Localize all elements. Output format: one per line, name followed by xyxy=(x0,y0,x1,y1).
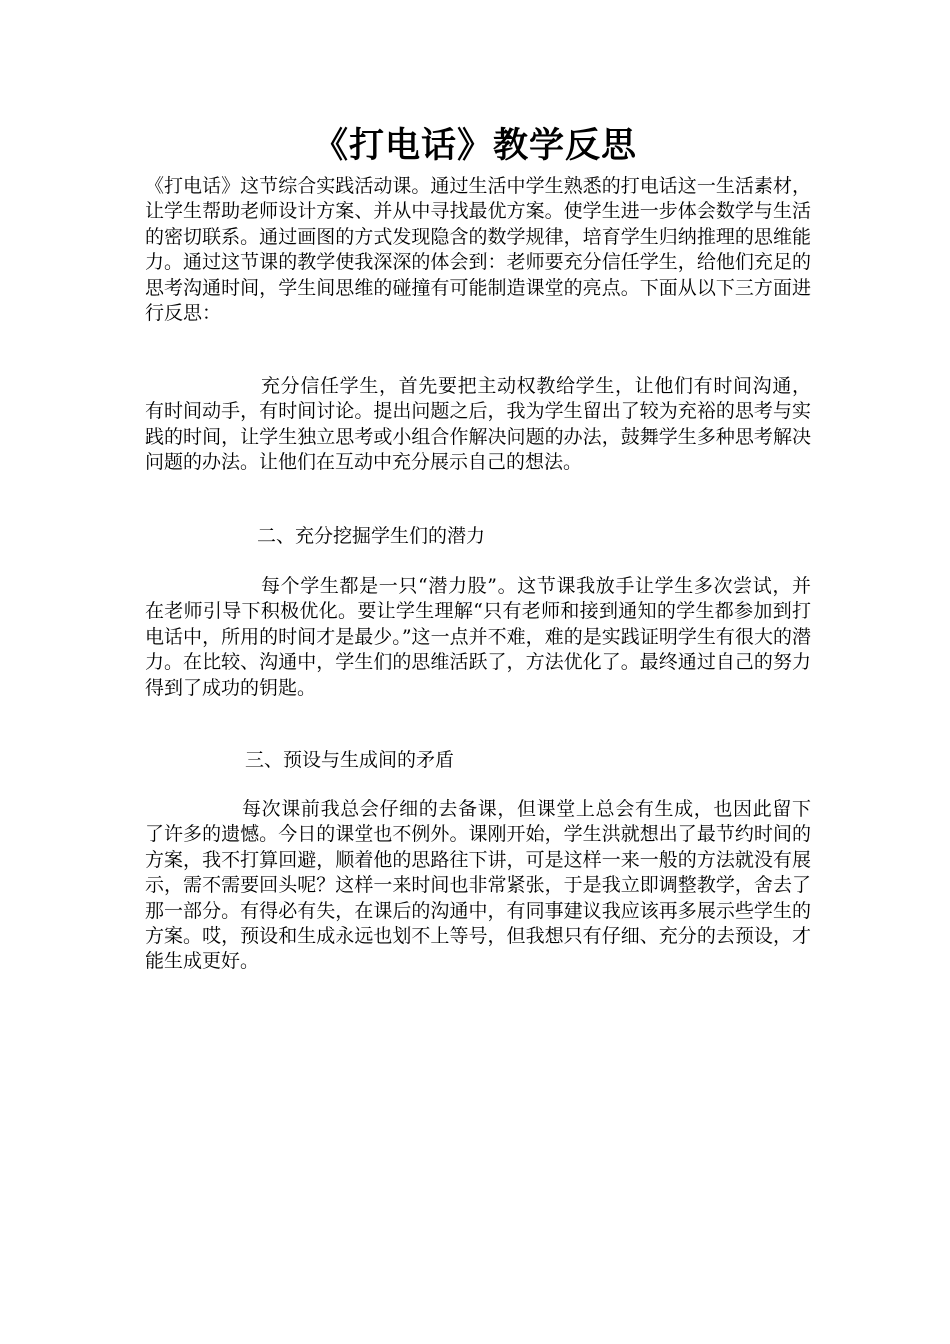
section3-heading: 三、预设与生成间的矛盾 xyxy=(245,749,455,771)
section2-body: 每个学生都是一只“潜力股”。这节课我放手让学生多次尝试，并在老师引导下积极优化。要让学生理解“只有老师和接到通知的学生都参加到打电话中，所用的时间才是最少。”这一点并不难，难的是实践证明学生有很大的潜力。在比较、沟通中，学生们的思维活跃了，方法优化了。最终通过自己的努力得到了成功的钥匙。 xyxy=(145,575,811,699)
document-title: 《打电话》教学反思 xyxy=(312,125,637,166)
section1-body: 充分信任学生，首先要把主动权教给学生，让他们有时间沟通，有时间动手，有时间讨论。提出问题之后，我为学生留出了较为充裕的思考与实践的时间，让学生独立思考或小组合作解决问题的办法，鼓舞学生多种思考解决问题的办法。让他们在互动中充分展示自己的想法。 xyxy=(145,375,811,474)
section2-heading: 二、充分挖掘学生们的潜力 xyxy=(257,525,486,547)
intro-paragraph: 《打电话》这节综合实践活动课。通过生活中学生熟悉的打电话这一生活素材，让学生帮助老师设计方案、并从中寻找最优方案。使学生进一步体会数学与生活的密切联系。通过画图的方式发现隐含的数学规律，培育学生归纳推理的思维能力。通过这节课的教学使我深深的体会到：老师要充分信任学生，给他们充足的思考沟通时间，学生间思维的碰撞有可能制造课堂的亮点。下面从以下三方面进行反思： xyxy=(145,175,811,325)
section3-body: 每次课前我总会仔细的去备课，但课堂上总会有生成，也因此留下了许多的遗憾。今日的课堂也不例外。课刚开始，学生洪就想出了最节约时间的方案，我不打算回避，顺着他的思路往下讲，可是这样一来一般的方法就没有展示，需不需要回头呢？这样一来时间也非常紧张，于是我立即调整教学，舍去了那一部分。有得必有失，在课后的沟通中，有同事建议我应该再多展示些学生的方案。哎，预设和生成永远也划不上等号，但我想只有仔细、充分的去预设，才能生成更好。 xyxy=(145,798,811,973)
